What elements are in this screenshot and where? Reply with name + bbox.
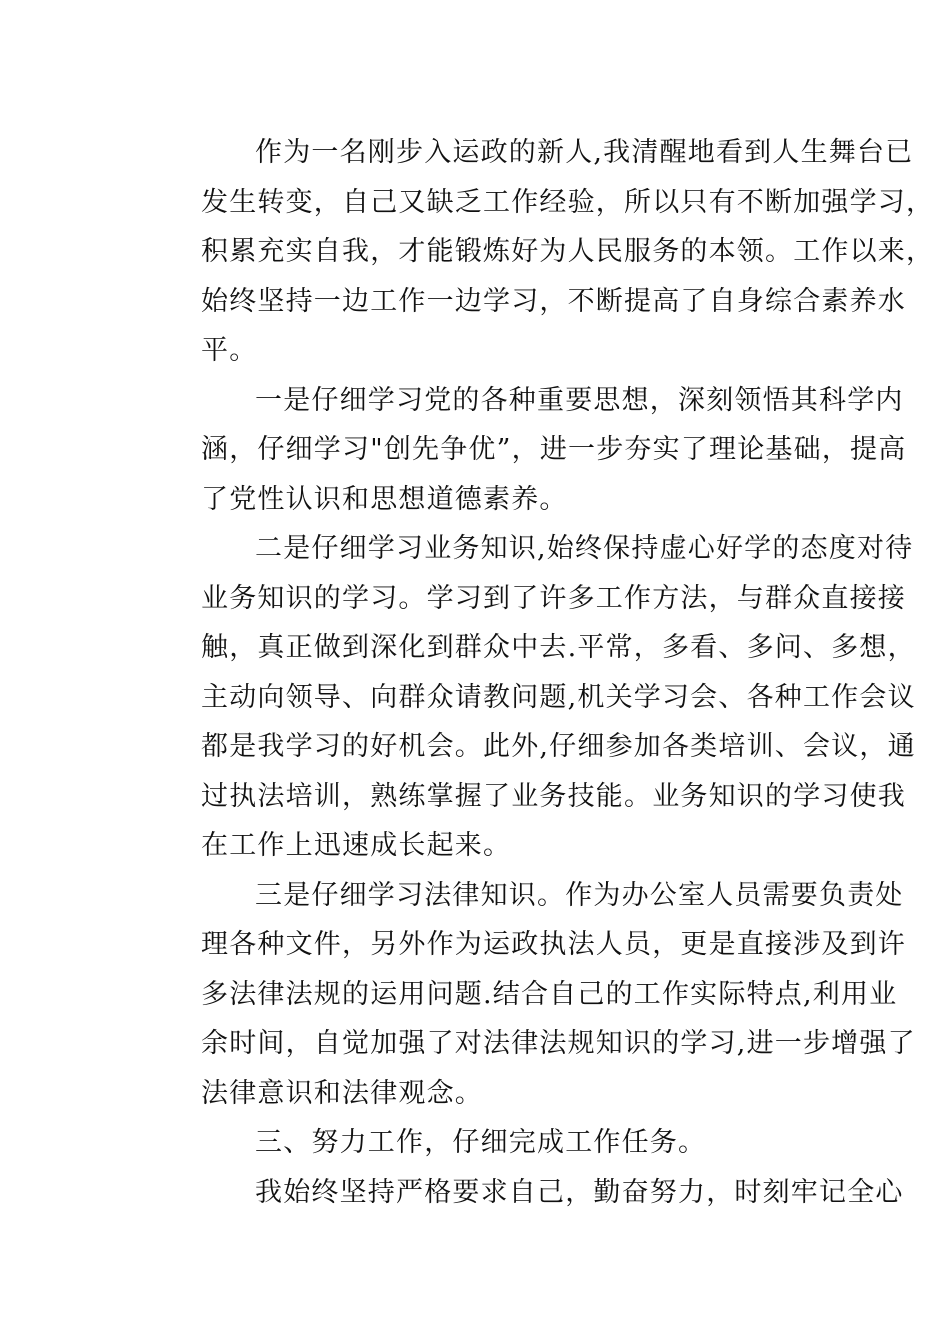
- text-line: 涵，仔细学习"创先争优”，进一步夯实了理论基础，提高: [201, 434, 907, 465]
- paragraph-party-study: [147, 376, 907, 525]
- text-line: 始终坚持一边工作一边学习，不断提高了自身综合素养水: [201, 285, 906, 317]
- text-line: 三、努力工作，仔细完成工作任务。: [255, 1127, 707, 1158]
- text-line: 一是仔细学习党的各种重要思想，深刻领悟其科学内: [255, 384, 904, 416]
- text-line: 作为一名刚步入运政的新人,我清醒地看到人生舞台已: [255, 137, 914, 168]
- text-line: 触，真正做到深化到群众中去.平常，多看、多问、多想，: [201, 632, 916, 663]
- text-line: 了党性认识和思想道德素养。: [201, 483, 568, 515]
- text-line: 多法律法规的运用问题.结合自己的工作实际特点,利用业: [201, 978, 898, 1010]
- paragraph-law-study: [147, 871, 916, 1119]
- text-line: 过执法培训，熟练掌握了业务技能。业务知识的学习使我: [201, 780, 906, 812]
- text-line: 二是仔细学习业务知识,始终保持虚心好学的态度对待: [255, 533, 914, 564]
- text-line: 我始终坚持严格要求自己，勤奋努力，时刻牢记全心: [255, 1176, 904, 1208]
- document-body: [147, 128, 935, 1217]
- paragraph-business-study: [147, 524, 916, 871]
- text-line: 三是仔细学习法律知识。作为办公室人员需要负责处: [255, 879, 904, 911]
- text-line: 在工作上迅速成长起来。: [201, 830, 512, 861]
- paragraph-intro: [147, 128, 935, 376]
- text-line: 业务知识的学习。学习到了许多工作方法，与群众直接接: [201, 582, 906, 614]
- text-line: 法律意识和法律观念。: [201, 1077, 483, 1109]
- text-line: 都是我学习的好机会。此外,仔细参加各类培训、会议，通: [201, 731, 916, 762]
- text-line: 余时间，自觉加强了对法律法规知识的学习,进一步增强了: [201, 1028, 916, 1059]
- text-line: 主动向领导、向群众请教问题,机关学习会、各种工作会议: [201, 681, 916, 713]
- section-heading-work: [147, 1118, 807, 1168]
- text-line: 平。: [201, 335, 258, 366]
- text-line: 积累充实自我，才能锻炼好为人民服务的本领。工作以来，: [201, 236, 935, 267]
- text-line: 发生转变，自己又缺乏工作经验，所以只有不断加强学习，: [201, 186, 935, 218]
- paragraph-work-attitude: [147, 1168, 904, 1218]
- text-line: 理各种文件，另外作为运政执法人员，更是直接涉及到许: [201, 929, 906, 960]
